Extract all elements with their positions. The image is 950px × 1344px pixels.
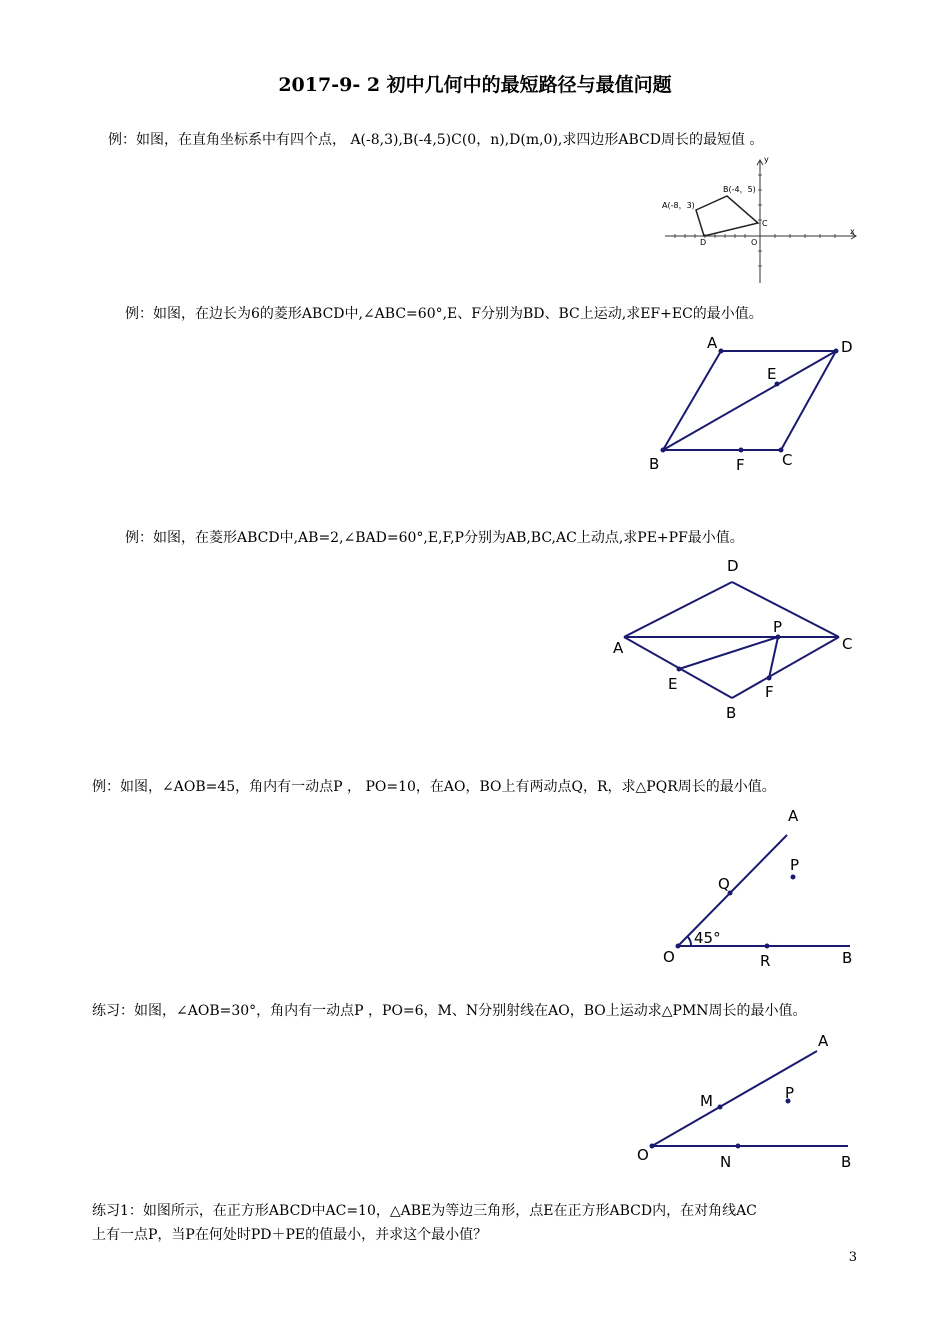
practice-text: 练习：如图，∠AOB=30°，角内有一动点P ，PO=6，M、N分别射线在AO，BO上运动求△PMN周长的最小值。 — [92, 1003, 807, 1019]
label-b-point: B(-4，5) — [723, 185, 756, 194]
label-b: B — [842, 949, 853, 967]
page-number: 3 — [848, 1250, 857, 1265]
point-p — [791, 875, 796, 880]
label-e: E — [767, 365, 777, 383]
label-c: C — [782, 451, 793, 469]
label-a: A — [788, 807, 799, 825]
label-a: A — [613, 639, 624, 657]
point-n — [736, 1144, 741, 1149]
practice-1-text-line2: 上有一点P，当P在何处时PD＋PE的值最小，并求这个最小值？ — [92, 1227, 488, 1243]
label-x-axis: x — [850, 227, 855, 236]
point-r — [765, 944, 770, 949]
label-c: C — [762, 219, 768, 228]
figure-coordinate-quadrilateral — [660, 150, 860, 285]
figure-angle-45 — [660, 805, 860, 970]
label-d: D — [700, 238, 707, 247]
label-b: B — [649, 455, 660, 473]
point-f — [739, 448, 744, 453]
quadrilateral-abcd — [696, 196, 758, 236]
figure-rhombus-abcd — [640, 330, 870, 480]
label-d: D — [841, 338, 853, 356]
example-3-text: 例：如图，在菱形ABCD中,AB=2,∠BAD=60°,E,F,P分别为AB,BC,AC上动点,求PE+PF最小值。 — [125, 530, 744, 546]
point-m — [718, 1105, 723, 1110]
label-o: O — [751, 238, 758, 247]
point-e — [677, 667, 682, 672]
label-d: D — [727, 557, 739, 575]
label-p: P — [785, 1084, 795, 1102]
label-f: F — [736, 456, 745, 474]
label-b: B — [841, 1153, 852, 1171]
example-1-text: 例：如图，在直角坐标系中有四个点， A(-8,3),B(-4,5)C(0，n),D(m,0),求四边形ABCD周长的最短值 。 — [108, 132, 764, 148]
label-q: Q — [718, 875, 730, 893]
label-a: A — [818, 1032, 829, 1050]
figure-rhombus-pe-pf — [610, 555, 860, 725]
figure-angle-30 — [630, 1030, 870, 1175]
point-f — [767, 676, 772, 681]
label-b: B — [726, 704, 737, 722]
label-r: R — [760, 952, 771, 970]
label-a-point: A(-8，3) — [662, 201, 695, 210]
label-o: O — [637, 1146, 649, 1164]
label-p: P — [790, 856, 800, 874]
label-n: N — [720, 1153, 732, 1171]
practice-1-text-line1: 练习1：如图所示，在正方形ABCD中AC=10，△ABE为等边三角形，点E在正方形ABCD内，在对角线AC — [92, 1203, 757, 1219]
label-m: M — [700, 1092, 713, 1110]
label-p: P — [773, 618, 783, 636]
label-o: O — [663, 948, 675, 966]
label-angle: 45° — [694, 929, 721, 947]
label-e: E — [668, 675, 678, 693]
label-y-axis: y — [764, 155, 769, 164]
page-title: 2017-9- 2 初中几何中的最短路径与最值问题 — [278, 74, 672, 96]
example-4-text: 例：如图，∠AOB=45，角内有一动点P ， PO=10，在AO，BO上有两动点Q，R，求△PQR周长的最小值。 — [92, 779, 776, 795]
label-f: F — [765, 683, 774, 701]
label-c: C — [842, 635, 853, 653]
example-2-text: 例：如图，在边长为6的菱形ABCD中,∠ABC=60°,E、F分别为BD、BC上运动,求EF+EC的最小值。 — [125, 306, 763, 322]
label-a: A — [707, 334, 718, 352]
